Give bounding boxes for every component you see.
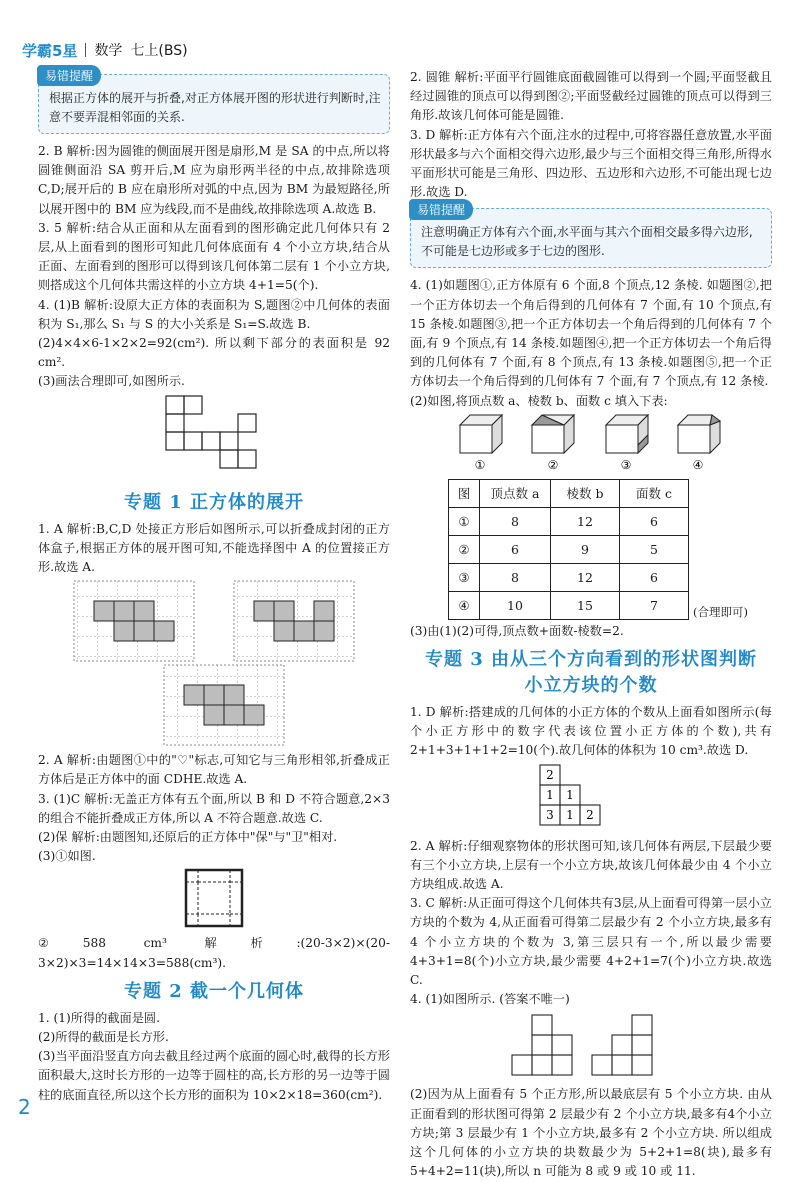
- table-header-cell: 图: [449, 479, 480, 507]
- table-cell: 12: [551, 507, 620, 535]
- table-cell: 9: [551, 535, 620, 563]
- answer-paragraph: (2)因为从上面看有 5 个正方形,所以最底层有 5 个小立方块. 由从正面看到的形状图可得第 2 层最少有 2 个小立方块,最多有4个小立方块;第 3 层最少有 1 个小立方块,最多有 2 个小立方块. 所以组成这个几何体的小立方块的块数最少为 5+2+1=8(块),最多有 5+4+2=11(块),所以 n 可能为 8 或 9 或 10 或 11.: [410, 1087, 772, 1179]
- answer-paragraph: 3. 5 解析:结合从正面和从左面看到的图形确定此几何体只有 2 层,从上面看到的图形可知此几何体底面有 4 个小立方块,结合从正面、左面看到的图形可以得到该几何体第二层有 1 个小立方块,则搭成这个几何体共需这样的小立方块 4+1=5(个).: [38, 220, 390, 293]
- grid-count: 2: [586, 807, 594, 822]
- answer-paragraph: 1. (1)所得的截面是圆.: [38, 1010, 160, 1025]
- brand-logo: 学霸5星: [22, 41, 78, 60]
- answer-paragraph: 3. D 解析:正方体有六个面,注水的过程中,可将容器任意放置,水平面形状最多与六个面相交得六边形,最少与三个面相交得三角形,所得水平面形状可能是三角形、四边形、五边形和六边形,不可能出现七边形.故选 D.: [410, 127, 772, 200]
- answer-paragraph: 2. A 解析:由题图①中的"♡"标志,可知它与三角形相邻,折叠成正方体后是正方体中的面 CDHE.故选 A.: [38, 753, 390, 787]
- table-cell: 8: [480, 507, 551, 535]
- answer-paragraph: (3)①如图.: [38, 849, 96, 864]
- answer-paragraph: (2)保 解析:由题图知,还原后的正方体中"保"与"卫"相对.: [38, 830, 338, 845]
- grid-count: 1: [566, 807, 574, 822]
- tip-tag: 易错提醒: [37, 65, 101, 86]
- answer-paragraph: (2)4×4×6-1×2×2=92(cm²). 所以剩下部分的表面积是 92 cm².: [38, 336, 390, 370]
- table-header-cell: 面数 c: [620, 479, 689, 507]
- front-view-figures: [410, 1009, 772, 1081]
- top-view-count-grid: [410, 761, 772, 833]
- table-cell: 6: [620, 563, 689, 591]
- table-row: [449, 591, 689, 619]
- answer-paragraph: 3. C 解析:从正面可得这个几何体共有3层,从上面看可得第一层小立方块的个数为 4,从正面看可得第二层最少有 2 个小立方块,最多有 4 个小立方块的个数为 3,第三层只有一个,所以最少需要 4+3+1=8(个)小立方块,最少需要 4+2+1=7(个)小立方块.故选 C.: [410, 896, 772, 988]
- grid-count: 1: [566, 787, 574, 802]
- header-grade: 七上(BS): [130, 43, 188, 59]
- table-cell: 12: [551, 563, 620, 591]
- right-column: [410, 68, 772, 1182]
- table-header-cell: 棱数 b: [551, 479, 620, 507]
- table-cell: ④: [449, 591, 480, 619]
- topic-title: 专题 2 截一个几何体: [123, 980, 305, 1002]
- answer-paragraph: 3. (1)C 解析:无盖正方体有五个面,所以 B 和 D 不符合题意,2×3 的组合不能折叠成正方体,所以 A 不符合题意.故选 C.: [38, 791, 390, 825]
- answer-paragraph: ②588 cm³ 解析:(20-3×2)×(20-3×2)×3=14×14×3=588(cm³).: [38, 936, 390, 970]
- figure-label: ③: [620, 457, 632, 472]
- table-cell: 6: [480, 535, 551, 563]
- answer-paragraph: (2)所得的截面是长方形.: [38, 1030, 169, 1045]
- header-divider: [85, 43, 86, 57]
- tip-text: 根据正方体的展开与折叠,对正方体展开图的形状进行判断时,注意不要弄混相邻面的关系.: [49, 91, 381, 124]
- table-header-row: [449, 479, 689, 507]
- table-cell: 15: [551, 591, 620, 619]
- tip-text: 注意明确正方体有六个面,水平面与其六个面相交最多得六边形,不可能是七边形或多于七边的图形.: [421, 225, 753, 259]
- table-note: (合理即可): [693, 604, 748, 619]
- table-cell: 8: [480, 563, 551, 591]
- grid-count: 3: [546, 807, 554, 822]
- figure-label: ②: [547, 457, 559, 472]
- table-cell: ①: [449, 507, 480, 535]
- table-row: [449, 563, 689, 591]
- table-header-cell: 顶点数 a: [480, 479, 551, 507]
- table-row: [449, 507, 689, 535]
- left-column: [38, 68, 390, 1105]
- table-cell: 6: [620, 507, 689, 535]
- figure-label: ④: [692, 457, 704, 472]
- table-row: [449, 535, 689, 563]
- answer-paragraph: 4. (1)如图所示. (答案不唯一): [410, 992, 570, 1007]
- answer-paragraph: 1. D 解析:搭建成的几何体的小正方体的个数从上面看如图所示(每个小正方形中的数字代表该位置小正方体的个数),共有2+1+3+1+1+2=10(个).故几何体的体积为 10 cm³.故选 D.: [410, 705, 772, 758]
- answer-paragraph: 4. (1)B 解析:设原大正方体的表面积为 S,题图②中几何体的表面积为 S₁,那么 S₁ 与 S 的大小关系是 S₁=S.故选 B.: [38, 297, 390, 331]
- topic-title: 专题 3 由从三个方向看到的形状图判断: [424, 649, 758, 671]
- grid-count: 2: [546, 767, 554, 782]
- table-cell: ③: [449, 563, 480, 591]
- answer-paragraph: 2. A 解析:仔细观察物体的形状图可知,该几何体有两层,下层最少要有三个小立方块,上层有一个小立方块,故该几何体最少由 4 个小立方块组成.故选 A.: [410, 838, 772, 892]
- answer-paragraph: 2. 圆锥 解析:平面平行圆锥底面截圆锥可以得到一个圆;平面竖截且经过圆锥的顶点可以得到图②;平面竖截经过圆锥的顶点可以得到三角形.故该几何体可能是圆锥.: [410, 70, 772, 123]
- topic-title: 专题 1 正方体的展开: [123, 491, 305, 513]
- tip-tag: 易错提醒: [409, 199, 473, 220]
- page-header: [22, 38, 188, 62]
- header-subject: 数学: [94, 43, 123, 59]
- open-box-net-figure: [38, 866, 390, 930]
- cube-nets-figure: [38, 577, 390, 747]
- grid-count: 1: [546, 787, 554, 802]
- table-cell: 10: [480, 591, 551, 619]
- figure-label: ①: [474, 457, 486, 472]
- answer-paragraph: 2. B 解析:因为圆锥的侧面展开图是扇形,M 是 SA 的中点,所以将圆锥侧面沿 SA 剪开后,M 应为扇形两半径的中点,故排除选项 C,D;展开后的 B 应在扇形所对弧的中点,因为 BM 为最短路径,所以展开图中的 BM 应为线段,而不是曲线,故排除选项 A.故选 B.: [38, 144, 390, 216]
- value-table-wrap: [448, 479, 772, 620]
- cut-cubes-figure: [410, 411, 772, 473]
- page-number: 2: [18, 1095, 31, 1119]
- table-cell: ②: [449, 535, 480, 563]
- answer-paragraph: (2)如图,将顶点数 a、棱数 b、面数 c 填入下表:: [410, 393, 668, 408]
- tip-box: [38, 69, 390, 134]
- tip-box: [410, 203, 772, 268]
- answer-paragraph: (3)画法合理即可,如图所示.: [38, 374, 185, 389]
- stair-net-figure: [38, 392, 390, 480]
- value-table: [448, 479, 689, 620]
- answer-paragraph: (3)当平面沿竖直方向去截且经过两个底面的圆心时,截得的长方形面积最大,这时长方形的一边等于圆柱的高,长方形的另一边等于圆柱的底面直径,所以这个长方形的面积为 10×2×18=360(cm²).: [38, 1049, 390, 1102]
- answer-paragraph: (3)由(1)(2)可得,顶点数+面数-棱数=2.: [410, 623, 624, 638]
- topic-title-cont: 小立方块的个数: [524, 675, 658, 697]
- table-cell: 7: [620, 591, 689, 619]
- answer-paragraph: 4. (1)如题图①,正方体原有 6 个面,8 个顶点,12 条棱. 如题图②,把一个正方体切去一个角后得到的几何体有 7 个面,有 10 个顶点,有 15 条棱.如题图③,把一个正方体切去一个角后得到的几何体有 7 个面,有 9 个顶点,有 14 条棱.如题图④,把一个正方体切去一个角后得到的几何体有 7 个面,有 8 个顶点,有 13 条棱.如题图⑤,把一个正方体切去一个角后得到的几何体有 7 个面,有 7 个顶点,有 12 条棱.: [410, 278, 772, 389]
- answer-paragraph: 1. A 解析:B,C,D 处接正方形后如图所示,可以折叠成封闭的正方体盒子,根据正方体的展开图可知,不能选择图中 A 的位置接正方形.故选 A.: [38, 521, 390, 575]
- table-cell: 5: [620, 535, 689, 563]
